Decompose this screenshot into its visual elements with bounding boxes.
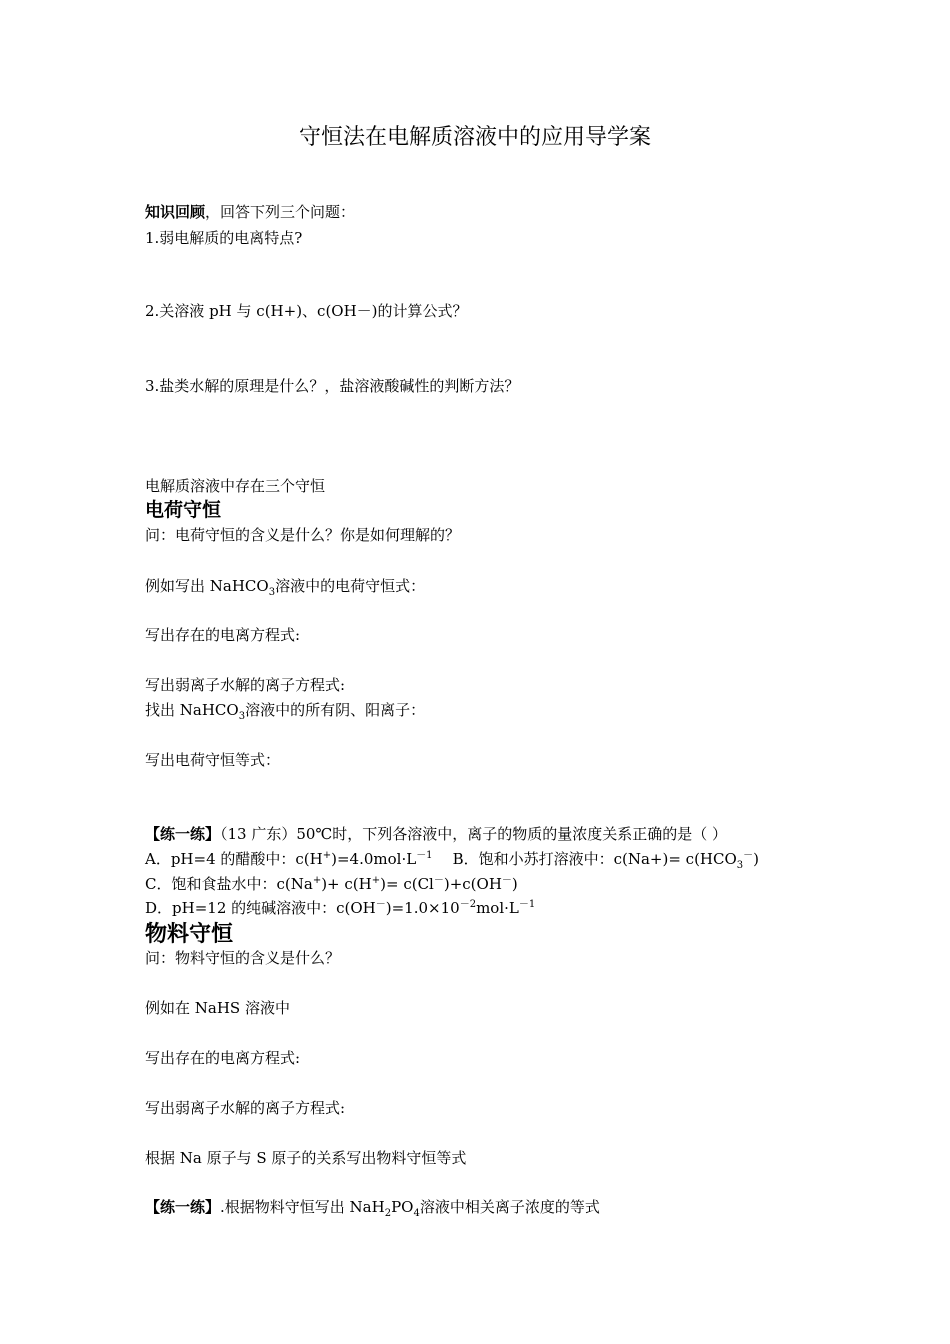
- charge-ions-sub: 3: [238, 711, 246, 722]
- charge-ions-rest: 溶液中的所有阴、阳离子：: [245, 701, 426, 719]
- review-question-2: 2.关溶液 pH 与 c(H+)、c(OH－)的计算公式？: [145, 302, 468, 320]
- practice-label: 【练一练】: [145, 825, 221, 843]
- practice-text: （13 广东）50℃时，下列各溶液中，离子的物质的量浓度关系正确的是（ ）: [220, 825, 728, 843]
- review-line: [145, 202, 355, 222]
- option-a-text-2: )=4.0mol·L: [331, 850, 417, 868]
- material-equation: 根据 Na 原子与 S 原子的关系写出物料守恒等式: [145, 1149, 467, 1167]
- charge-example: [145, 576, 425, 596]
- option-d-sup-2: －2: [459, 899, 477, 910]
- option-d-text: D．pH=12 的纯碱溶液中：c(OH: [145, 899, 376, 917]
- option-c: [145, 874, 518, 894]
- page-title: 守恒法在电解质溶液中的应用导学案: [298, 125, 651, 150]
- option-c-text-4: )+c(OH: [443, 875, 502, 893]
- material-practice-sub-1: 2: [384, 1208, 392, 1219]
- option-b-text: B．饱和小苏打溶液中：c(Na+)= c(HCO: [452, 850, 737, 868]
- material-practice-text: .根据物料守恒写出 NaH: [220, 1198, 385, 1216]
- material-practice-label: 【练一练】: [145, 1198, 221, 1216]
- option-a-b: [145, 849, 759, 869]
- option-a-sup: +: [322, 850, 332, 861]
- option-d: [145, 898, 535, 918]
- material-ionization: 写出存在的电离方程式:: [145, 1049, 301, 1067]
- option-d-text-2: )=1.0×10: [385, 899, 460, 917]
- option-c-text: C．饱和食盐水中：c(Na: [145, 875, 313, 893]
- option-c-sup-4: －: [501, 875, 512, 886]
- option-b-text-2: ): [753, 850, 760, 868]
- option-b-sup: －: [743, 850, 754, 861]
- option-d-text-3: mol·L: [476, 899, 519, 917]
- material-example: 例如在 NaHS 溶液中: [145, 999, 290, 1017]
- option-c-text-2: )+ c(H: [321, 875, 372, 893]
- material-practice-sub-2: 4: [413, 1208, 420, 1219]
- charge-ions: [145, 700, 425, 720]
- material-practice-text-2: PO: [391, 1198, 414, 1216]
- review-question-1: 1.弱电解质的电离特点?: [145, 229, 303, 247]
- option-a-sup-2: －1: [416, 850, 433, 861]
- charge-example-text: 例如写出 NaHCO: [145, 577, 269, 595]
- material-hydrolysis: 写出弱离子水解的离子方程式:: [145, 1099, 346, 1117]
- option-c-text-3: )= c(Cl: [380, 875, 434, 893]
- intro-text: 电解质溶液中存在三个守恒: [145, 477, 326, 495]
- charge-ionization: 写出存在的电离方程式:: [145, 626, 301, 644]
- review-question-3: 3.盐类水解的原理是什么？，盐溶液酸碱性的判断方法？: [145, 377, 520, 395]
- review-heading-rest: ，回答下列三个问题：: [205, 203, 356, 221]
- charge-question: 问：电荷守恒的含义是什么？你是如何理解的？: [145, 526, 461, 544]
- material-question: 问：物料守恒的含义是什么？: [145, 949, 341, 967]
- option-d-sup-1: －: [375, 899, 386, 910]
- charge-hydrolysis: 写出弱离子水解的离子方程式:: [145, 676, 346, 694]
- option-c-text-5: ): [511, 875, 518, 893]
- charge-practice: [145, 824, 727, 844]
- charge-equation: 写出电荷守恒等式：: [145, 751, 281, 769]
- material-practice: [145, 1197, 600, 1217]
- charge-example-rest: 溶液中的电荷守恒式：: [275, 577, 426, 595]
- option-c-sup-1: +: [312, 875, 322, 886]
- option-c-sup-3: －: [433, 875, 444, 886]
- material-heading: 物料守恒: [145, 921, 234, 947]
- charge-ions-text: 找出 NaHCO: [145, 701, 239, 719]
- option-d-sup-3: －1: [518, 899, 536, 910]
- charge-heading: 电荷守恒: [145, 499, 222, 521]
- material-practice-text-3: 溶液中相关离子浓度的等式: [419, 1198, 600, 1216]
- charge-example-sub: 3: [268, 587, 276, 598]
- review-heading: 知识回顾: [145, 203, 206, 221]
- option-a-text: A．pH=4 的醋酸中：c(H: [145, 850, 323, 868]
- option-c-sup-2: +: [371, 875, 381, 886]
- option-b-sub: 3: [736, 860, 744, 871]
